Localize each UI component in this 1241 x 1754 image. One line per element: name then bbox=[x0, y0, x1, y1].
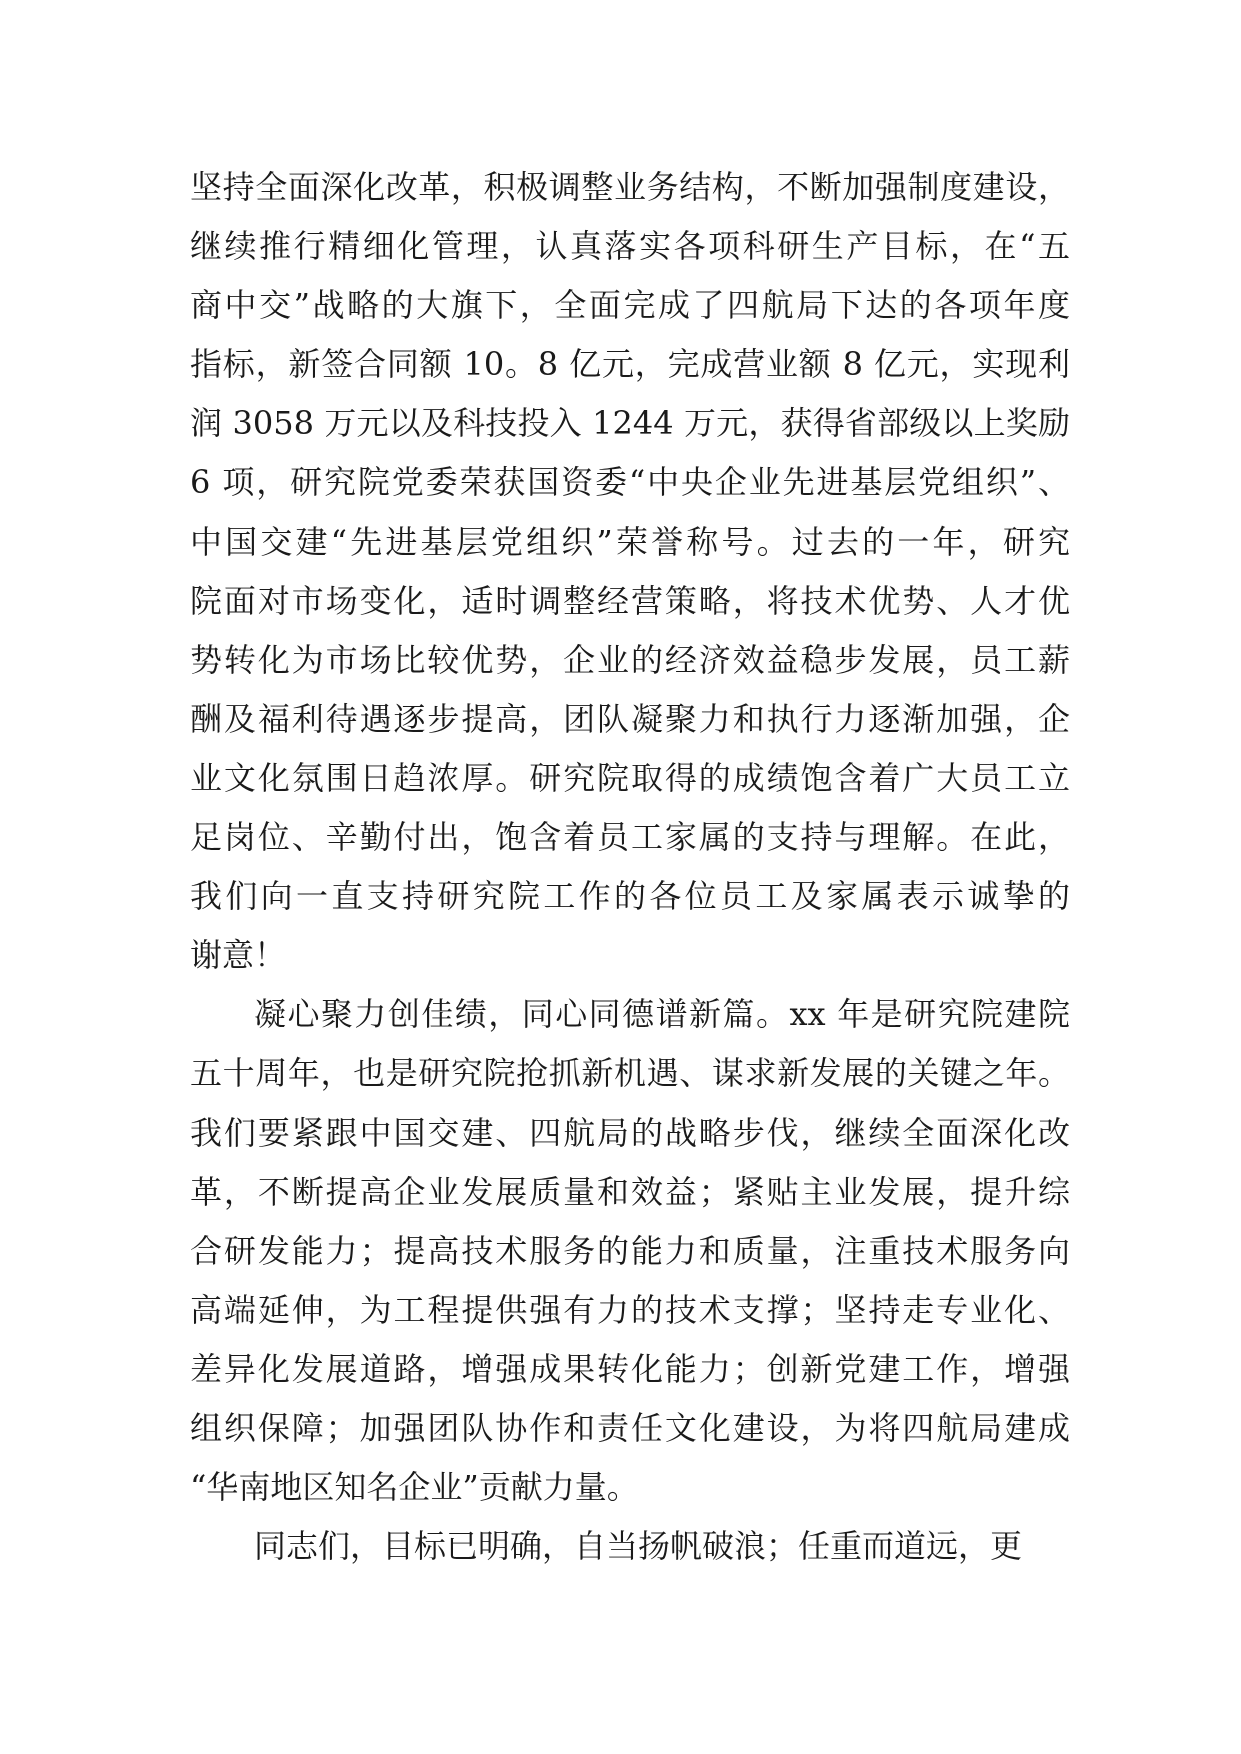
paragraph bbox=[190, 1517, 1070, 1576]
text-line: 商中交”战略的大旗下，全面完成了四航局下达的各项年度 bbox=[190, 286, 1070, 325]
text-line: 业文化氛围日趋浓厚。研究院取得的成绩饱含着广大员工立 bbox=[190, 758, 1070, 797]
text-line: “华南地区知名企业”贡献力量。 bbox=[190, 1468, 639, 1507]
text-line: 凝心聚力创佳绩，同心同德谱新篇。xx 年是研究院建院 bbox=[254, 995, 1070, 1034]
text-line: 6 项，研究院党委荣获国资委“中央企业先进基层党组织”、 bbox=[190, 463, 1070, 502]
text-line: 同志们，目标已明确，自当扬帆破浪；任重而道远，更 bbox=[254, 1527, 1023, 1566]
text-line: 合研发能力；提高技术服务的能力和质量，注重技术服务向 bbox=[190, 1231, 1070, 1270]
paragraph bbox=[190, 985, 1070, 1517]
text-line: 院面对市场变化，适时调整经营策略，将技术优势、人才优 bbox=[190, 581, 1070, 620]
text-line: 高端延伸，为工程提供强有力的技术支撑；坚持走专业化、 bbox=[190, 1290, 1070, 1329]
text-line: 我们向一直支持研究院工作的各位员工及家属表示诚挚的 bbox=[190, 877, 1070, 916]
text-line: 酬及福利待遇逐步提高，团队凝聚力和执行力逐渐加强，企 bbox=[190, 699, 1070, 738]
text-line: 组织保障；加强团队协作和责任文化建设，为将四航局建成 bbox=[190, 1408, 1070, 1447]
text-line: 谢意！ bbox=[190, 936, 287, 975]
text-line: 差异化发展道路，增强成果转化能力；创新党建工作，增强 bbox=[190, 1349, 1070, 1388]
text-line: 指标，新签合同额 10。8 亿元，完成营业额 8 亿元，实现利 bbox=[190, 345, 1070, 384]
body-text bbox=[190, 158, 1070, 1576]
text-line: 我们要紧跟中国交建、四航局的战略步伐，继续全面深化改 bbox=[190, 1113, 1070, 1152]
text-line: 中国交建“先进基层党组织”荣誉称号。过去的一年，研究 bbox=[190, 522, 1070, 561]
text-line: 润 3058 万元以及科技投入 1244 万元，获得省部级以上奖励 bbox=[190, 404, 1070, 443]
text-line: 足岗位、辛勤付出，饱含着员工家属的支持与理解。在此， bbox=[190, 818, 1070, 857]
text-line: 坚持全面深化改革，积极调整业务结构，不断加强制度建设， bbox=[190, 168, 1070, 206]
paragraph bbox=[190, 158, 1070, 985]
text-line: 势转化为市场比较优势，企业的经济效益稳步发展，员工薪 bbox=[190, 640, 1070, 679]
text-line: 继续推行精细化管理，认真落实各项科研生产目标，在“五 bbox=[190, 227, 1070, 266]
text-line: 革，不断提高企业发展质量和效益；紧贴主业发展，提升综 bbox=[190, 1172, 1070, 1211]
text-line: 五十周年，也是研究院抢抓新机遇、谋求新发展的关键之年。 bbox=[190, 1054, 1070, 1093]
